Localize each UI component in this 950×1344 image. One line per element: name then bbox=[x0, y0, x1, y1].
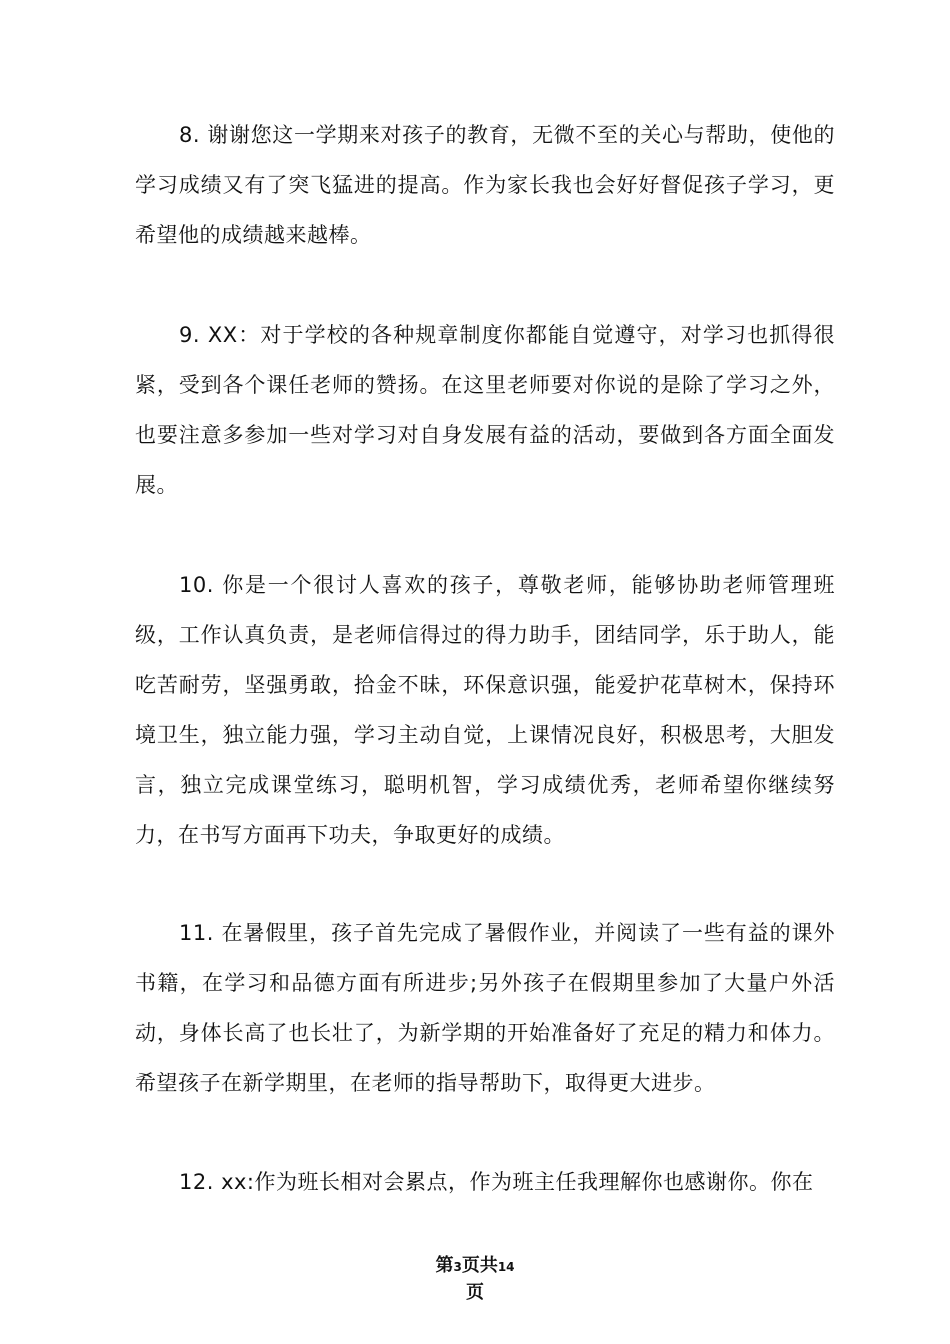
paragraph-12: 12. xx:作为班长相对会累点，作为班主任我理解你也感谢你。你在 bbox=[179, 1170, 814, 1194]
current-page-number: 3 bbox=[453, 1260, 462, 1274]
page-number-line bbox=[0, 1253, 950, 1280]
paragraph-11: 11. 在暑假里，孩子首先完成了暑假作业，并阅读了一些有益的课外书籍，在学习和品德方面有所进步;另外孩子在假期里参加了大量户外活动，身体长高了也长壮了，为新学期的开始准备好了充足的精力和体力。希望孩子在新学期里，在老师的指导帮助下，取得更大进步。 bbox=[135, 921, 835, 1095]
footer-middle: 页共 bbox=[461, 1255, 498, 1276]
page-footer bbox=[0, 1253, 950, 1306]
footer-suffix: 页 bbox=[466, 1282, 484, 1303]
total-pages-number: 14 bbox=[497, 1260, 515, 1274]
paragraph-10: 10. 你是一个很讨人喜欢的孩子，尊敬老师，能够协助老师管理班级，工作认真负责，是老师信得过的得力助手，团结同学，乐于助人，能吃苦耐劳，坚强勇敢，拾金不昧，环保意识强，能爱护花草树木，保持环境卫生，独立能力强，学习主动自觉，上课情况良好，积极思考，大胆发言，独立完成课堂练习，聪明机智，学习成绩优秀，老师希望你继续努力，在书写方面再下功夫，争取更好的成绩。 bbox=[135, 573, 835, 847]
footer-prefix: 第 bbox=[435, 1255, 454, 1276]
paragraph-9: 9. XX：对于学校的各种规章制度你都能自觉遵守，对学习也抓得很紧，受到各个课任老师的赞扬。在这里老师要对你说的是除了学习之外，也要注意多参加一些对学习对自身发展有益的活动，要做到各方面全面发展。 bbox=[135, 323, 835, 497]
paragraph-8: 8. 谢谢您这一学期来对孩子的教育，无微不至的关心与帮助，使他的学习成绩又有了突飞猛进的提高。作为家长我也会好好督促孩子学习，更希望他的成绩越来越棒。 bbox=[135, 123, 835, 247]
